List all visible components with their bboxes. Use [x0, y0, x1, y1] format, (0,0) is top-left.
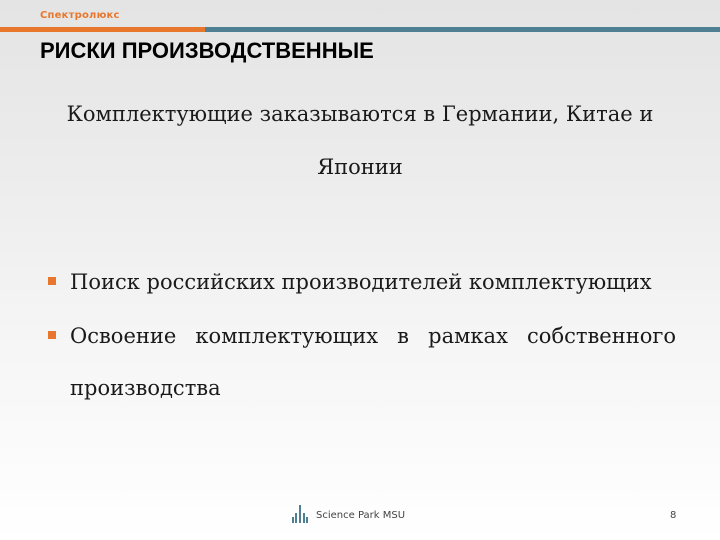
bullet-list	[48, 256, 676, 416]
top-bar	[205, 27, 720, 32]
slide-title: РИСКИ ПРОИЗВОДСТВЕННЫЕ	[40, 38, 374, 63]
science-park-logo-icon	[292, 505, 308, 523]
bullet-square-icon	[48, 277, 56, 285]
bullet-item	[48, 256, 676, 308]
top-bar-accent	[0, 27, 205, 32]
brand-name: Спектролюкс	[40, 10, 120, 21]
bullet-text: Освоение комплектующих в рамках собственного производства	[70, 324, 676, 400]
intro-text: Комплектующие заказываются в Германии, Китае и Японии	[66, 102, 654, 179]
bullet-text: Поиск российских производителей комплектующих	[70, 270, 652, 294]
page-number: 8	[670, 510, 677, 521]
footer-text: Science Park MSU	[316, 510, 406, 521]
bullet-item	[48, 310, 676, 414]
bullet-square-icon	[48, 331, 56, 339]
